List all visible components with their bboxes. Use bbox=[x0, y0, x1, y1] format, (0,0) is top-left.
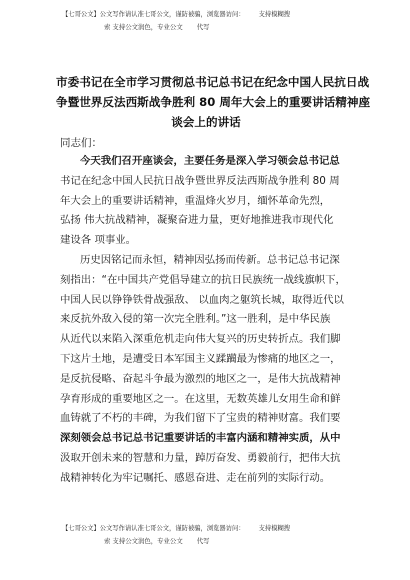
body-line bbox=[60, 251, 350, 271]
body-line bbox=[60, 469, 350, 489]
title-line: 争暨世界反法西斯战争胜利 80 周年大会上的重要讲话精神座 bbox=[56, 95, 371, 109]
document-body bbox=[60, 152, 350, 489]
body-text: 弘扬 伟大抗战精神，凝聚奋进力量，更好地推进我市现代化 bbox=[60, 214, 334, 227]
body-text: 建设各 项事业。 bbox=[60, 234, 137, 247]
body-text: 今天我们召开座谈会，主要任务是深入学习领会总书记总 bbox=[80, 155, 340, 167]
header-banner-text2: 索 支持公文润色，专业公文 bbox=[104, 23, 183, 31]
body-line bbox=[60, 449, 350, 469]
document-title bbox=[56, 72, 371, 132]
paragraph bbox=[60, 152, 350, 251]
body-text: 深刻领会总书记总书记重要讲话的丰富内涵和精神实质，从中 bbox=[60, 432, 341, 445]
body-line bbox=[60, 350, 350, 370]
salutation: 同志们： bbox=[60, 137, 102, 149]
body-line bbox=[60, 310, 350, 330]
body-text: 从近代以来陷入深重危机走向伟大复兴的历史转折点。我们脚 bbox=[60, 333, 341, 346]
title-line: 市委书记在全市学习贯彻总书记总书记在纪念中国人民抗日战 bbox=[56, 75, 370, 89]
footer-banner-tail2: 代写 bbox=[196, 537, 210, 545]
footer-banner bbox=[62, 523, 352, 547]
body-line bbox=[60, 409, 350, 429]
footer-banner-text: 【七哥公文】公文写作请认准七哥公文，谨防被骗，浏览器访问： bbox=[62, 525, 245, 532]
body-text: 书记在纪念中国人民抗日战争暨世界反法西斯战争胜利 80 周 bbox=[60, 174, 340, 187]
footer-banner-tail: 支持模糊搜 bbox=[258, 525, 291, 532]
body-text: 汲取开创未来的智慧和力量，踔厉奋发、勇毅前行，把伟大抗 bbox=[60, 451, 341, 464]
body-line bbox=[60, 172, 350, 192]
header-banner-text: 【七哥公文】公文写作请认准七哥公文，谨防被骗，浏览器访问： bbox=[62, 11, 245, 18]
body-line bbox=[60, 231, 350, 251]
body-line bbox=[60, 271, 350, 291]
title-line: 谈会上的讲话 bbox=[171, 115, 241, 129]
body-text: 战精神转化为牢记嘱托、感恩奋进、走在前列的实际行动。 bbox=[60, 471, 331, 484]
body-text: 孕育形成的重要地区之一。在这里，无数英雄儿女用生命和鲜 bbox=[60, 392, 341, 405]
body-line bbox=[60, 192, 350, 212]
header-banner-tail: 支持模糊搜 bbox=[258, 11, 291, 18]
header-banner-line1 bbox=[62, 9, 352, 21]
body-line bbox=[60, 330, 350, 350]
body-text: 年大会上的重要讲话精神，重温烽火岁月，缅怀革命先烈， bbox=[60, 194, 331, 207]
body-line bbox=[60, 291, 350, 311]
body-text: 刻指出：“在中国共产党倡导建立的抗日民族统一战线旗帜下， bbox=[60, 273, 346, 286]
footer-banner-line1 bbox=[62, 523, 352, 535]
body-line bbox=[60, 390, 350, 410]
paragraph bbox=[60, 251, 350, 489]
body-line bbox=[60, 152, 350, 172]
header-banner-tail2: 代写 bbox=[196, 23, 210, 31]
body-text: 血铸就了不朽的丰碑，为我们留下了宝贵的精神财富。我们要 bbox=[60, 412, 341, 425]
body-text: 历史因铭记而永恒，精神因弘扬而传新。总书记总书记深 bbox=[80, 253, 340, 266]
footer-banner-text2: 索 支持公文润色，专业公文 bbox=[104, 537, 183, 545]
body-text: 下这片土地，是遭受日本军国主义蹂躏最为惨痛的地区之一， bbox=[60, 352, 341, 365]
body-line bbox=[60, 429, 350, 449]
body-text: 是反抗侵略、奋起斗争最为激烈的地区之一，是伟大抗战精神 bbox=[60, 372, 341, 385]
body-line bbox=[60, 370, 350, 390]
body-text: 中国人民以铮铮铁骨战强敌、 以血肉之躯筑长城，取得近代以 bbox=[60, 293, 344, 306]
footer-banner-line2 bbox=[62, 535, 352, 547]
body-line bbox=[60, 211, 350, 231]
header-banner-line2 bbox=[62, 21, 352, 33]
body-text: 来反抗外敌入侵的第一次完全胜利。”这一胜利，是中华民族 bbox=[60, 313, 331, 326]
header-banner bbox=[62, 9, 352, 33]
